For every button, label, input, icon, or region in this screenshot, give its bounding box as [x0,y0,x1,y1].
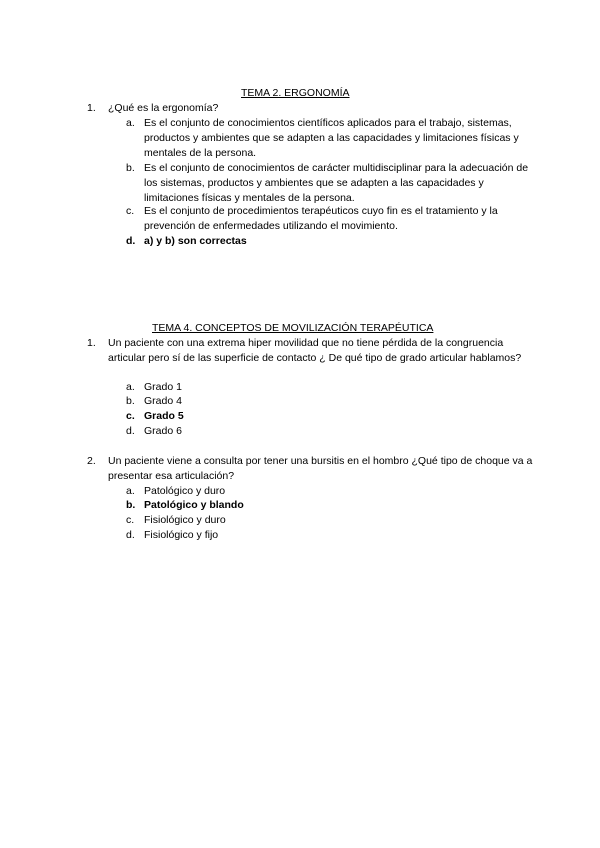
option-letter: a. [126,485,135,497]
option-letter: b. [126,499,136,511]
option-c [126,204,536,234]
section-title-tema2: TEMA 2. ERGONOMÍA [241,87,350,99]
option-a [126,380,536,395]
question-text: ¿Qué es la ergonomía? [108,102,219,114]
option-text: a) y b) son correctas [144,235,247,247]
option-letter: c. [126,410,135,422]
option-text: Grado 6 [144,425,182,437]
option-text: Grado 4 [144,395,182,407]
option-letter: b. [126,395,135,407]
section-title-tema4: TEMA 4. CONCEPTOS DE MOVILIZACIÓN TERAPÉUTICA [152,322,434,334]
option-letter: a. [126,381,135,393]
option-b-correct [126,498,536,513]
question-number: 1. [87,102,96,114]
option-text: Fisiológico y duro [144,514,226,526]
option-text: Patológico y blando [144,499,244,511]
option-letter: c. [126,514,135,526]
option-letter: d. [126,425,135,437]
option-a [126,116,536,161]
question-number: 1. [87,337,96,349]
option-c-correct [126,409,536,424]
option-d [126,424,536,439]
option-text: Es el conjunto de conocimientos de carácter multidisciplinar para la adecuación de los sistemas, productos y ambientes que se adapten a las capacidades y limitaciones físicas y mentales de la persona. [144,162,529,204]
option-letter: d. [126,529,135,541]
option-b [126,394,536,409]
option-text: Es el conjunto de conocimientos científicos aplicados para el trabajo, sistemas, productos y ambientes que se adapten a las capacidades y limitaciones físicas y mentales de la persona. [144,117,519,159]
option-d-correct [126,234,536,249]
option-b [126,161,536,206]
option-a [126,484,536,499]
option-text: Grado 1 [144,381,182,393]
option-letter: c. [126,205,135,217]
question-text: Un paciente con una extrema hiper movilidad que no tiene pérdida de la congruencia articular pero sí de las superficie de contacto ¿ De qué tipo de grado articular hablamos? [108,337,522,364]
option-text: Patológico y duro [144,485,226,497]
option-text: Fisiológico y fijo [144,529,219,541]
question-number: 2. [87,455,96,467]
option-letter: d. [126,235,136,247]
option-d [126,528,536,543]
option-letter: b. [126,162,135,174]
option-text: Grado 5 [144,410,184,422]
option-letter: a. [126,117,135,129]
option-c [126,513,536,528]
option-text: Es el conjunto de procedimientos terapéuticos cuyo fin es el tratamiento y la prevención de enfermedades utilizando el movimiento. [144,205,498,232]
question-text: Un paciente viene a consulta por tener una bursitis en el hombro ¿Qué tipo de choque va a presentar esa articulación? [108,455,533,482]
